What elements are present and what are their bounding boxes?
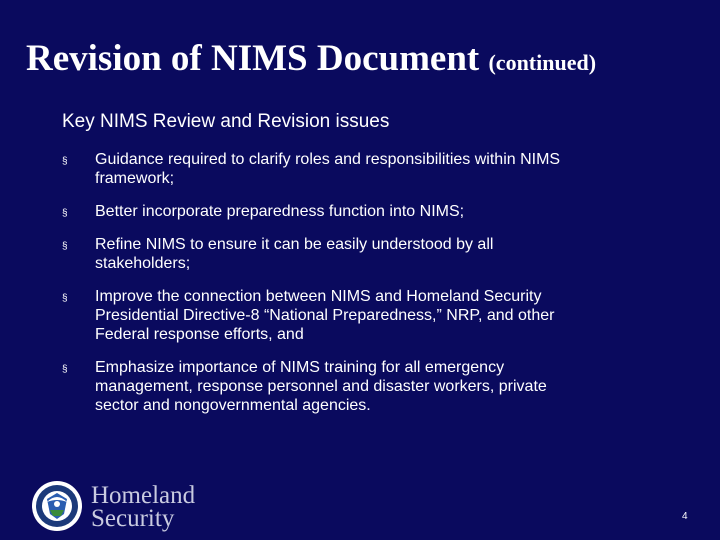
logo-line: Homeland <box>91 482 196 509</box>
bullet-line: Improve the connection between NIMS and Homeland Security <box>95 288 542 305</box>
homeland-security-logo <box>91 484 195 530</box>
page-number: 4 <box>682 511 688 522</box>
bullet-marker-icon: § <box>62 241 68 252</box>
bullet-marker-icon: § <box>62 293 68 304</box>
bullet-line: Presidential Directive-8 “National Preparedness,” NRP, and other <box>95 307 555 324</box>
bullet-item <box>62 358 662 415</box>
slide-title <box>26 40 596 77</box>
slide-subtitle: Key NIMS Review and Revision issues <box>62 111 390 132</box>
bullet-item <box>62 202 662 221</box>
bullet-item <box>62 235 662 273</box>
bullet-line: framework; <box>95 170 175 187</box>
bullet-line: Emphasize importance of NIMS training for all emergency <box>95 359 505 376</box>
title-suffix: (continued) <box>488 50 597 75</box>
title-main: Revision of NIMS Document <box>26 38 480 79</box>
bullet-line: Guidance required to clarify roles and responsibilities within NIMS <box>95 151 561 168</box>
bullet-marker-icon: § <box>62 156 68 167</box>
bullet-line: Federal response efforts, and <box>95 326 304 343</box>
logo-line: Security <box>91 505 175 532</box>
bullet-list <box>62 150 662 429</box>
bullet-line: Better incorporate preparedness function into NIMS; <box>95 203 465 220</box>
bullet-marker-icon: § <box>62 208 68 219</box>
bullet-item <box>62 150 662 188</box>
bullet-marker-icon: § <box>62 364 68 375</box>
bullet-line: sector and nongovernmental agencies. <box>95 397 371 414</box>
bullet-line: stakeholders; <box>95 255 191 272</box>
bullet-line: Refine NIMS to ensure it can be easily understood by all <box>95 236 494 253</box>
dhs-seal-icon <box>31 480 83 532</box>
bullet-line: management, response personnel and disaster workers, private <box>95 378 547 395</box>
bullet-item <box>62 287 662 344</box>
